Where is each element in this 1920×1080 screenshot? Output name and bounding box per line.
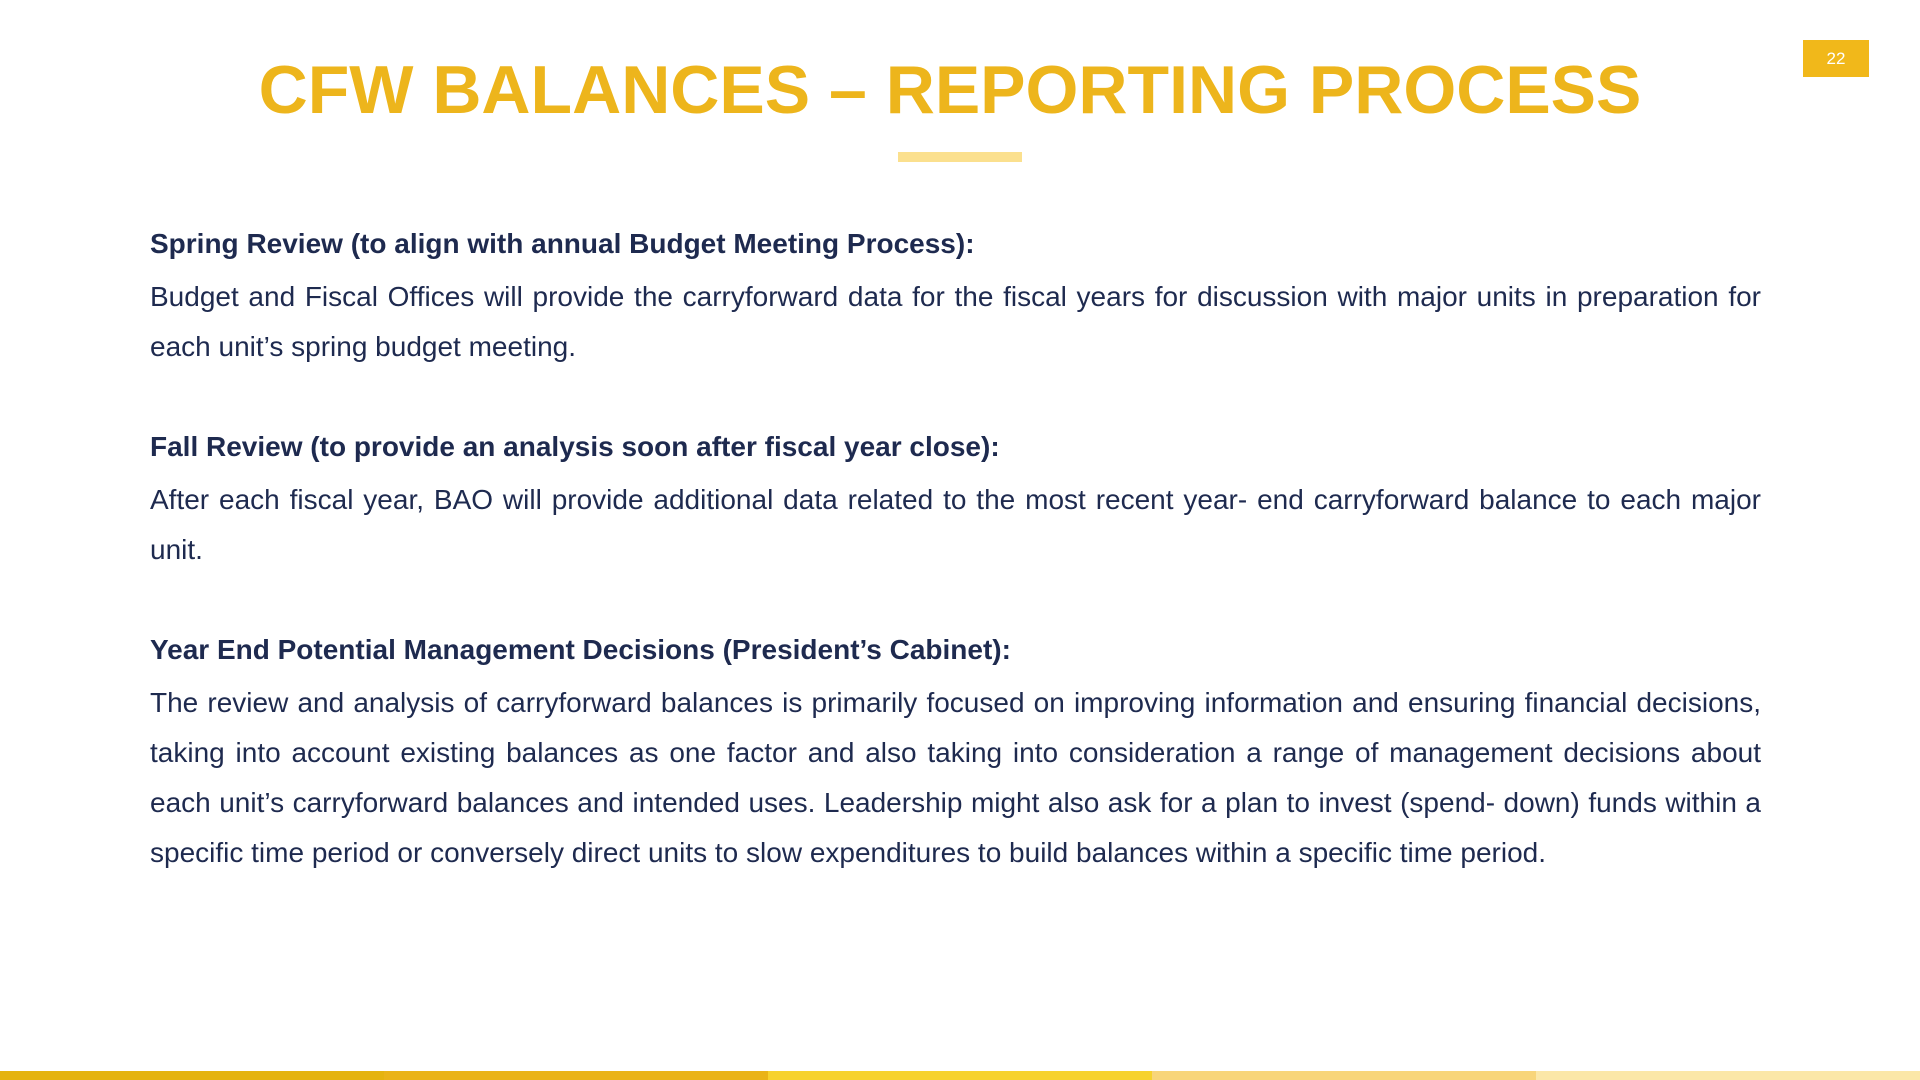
section-body: After each fiscal year, BAO will provide additional data related to the most recent year- end carryforward balance to each major unit.: [150, 484, 1761, 565]
slide-content: [150, 220, 1761, 878]
section-heading: Year End Potential Management Decisions (President’s Cabinet):: [150, 634, 1011, 665]
bottom-bar-segment: [1152, 1071, 1536, 1080]
page-number-badge: 22: [1803, 40, 1869, 77]
section-fall-review: [150, 423, 1761, 575]
section-heading: Fall Review (to provide an analysis soon after fiscal year close):: [150, 431, 1000, 462]
section-heading: Spring Review (to align with annual Budget Meeting Process):: [150, 228, 975, 259]
bottom-bar-segment: [0, 1071, 384, 1080]
slide-title: CFW BALANCES – REPORTING PROCESS: [258, 52, 1642, 128]
section-body: The review and analysis of carryforward balances is primarily focused on improving information and ensuring financial decisions, taking into account existing balances as one factor and also taking into consideration a range of management decisions about each unit’s carryforward balances and intended uses. Leadership might also ask for a plan to invest (spend- down) funds within a specific time period or conversely direct units to slow expenditures to build balances within a specific time period.: [150, 687, 1761, 868]
bottom-bar-segment: [1536, 1071, 1920, 1080]
section-spring-review: [150, 220, 1761, 372]
bottom-bar-segment: [768, 1071, 1152, 1080]
bottom-accent-bar: [0, 1071, 1920, 1080]
section-body: Budget and Fiscal Offices will provide the carryforward data for the fiscal years for discussion with major units in preparation for each unit’s spring budget meeting.: [150, 281, 1761, 362]
title-underline: [898, 152, 1022, 162]
section-year-end-decisions: [150, 626, 1761, 878]
bottom-bar-segment: [384, 1071, 768, 1080]
